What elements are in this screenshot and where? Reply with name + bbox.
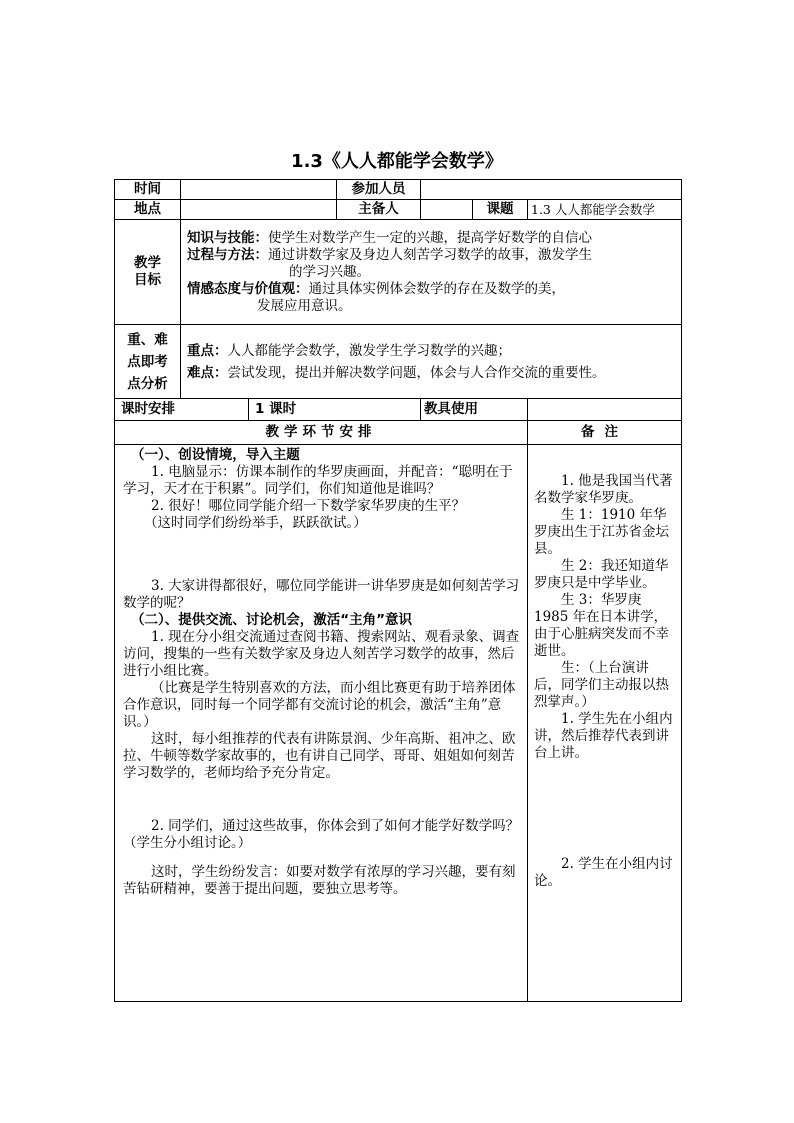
tools-label: 教具使用	[421, 399, 528, 421]
step2-title: （二）、提供交流、讨论机会，激活“主角”意识	[131, 612, 412, 628]
row-key-points	[115, 325, 682, 399]
notes-header: 备注	[528, 421, 682, 445]
hours-value: 1 课时	[249, 399, 421, 421]
place-label: 地点	[115, 200, 181, 220]
notes-content	[528, 445, 682, 1002]
key-points-label: 重、难 点即考 点分析	[115, 325, 181, 399]
step2-p1: 1. 现在分小组交流通过查阅书籍、搜索网站、观看录象、调查访问，搜集的一些有关数学家及身边人刻苦学习数学的故事，然后进行小组比赛。	[123, 629, 520, 679]
topic-value: 1.3 人人都能学会数学	[528, 200, 682, 220]
objective-knowledge: 知识与技能：使学生对数学产生一定的兴趣，提高学好数学的自信心	[187, 229, 592, 246]
step1-p2: 2. 很好！哪位同学能介绍一下数学家华罗庚的生平？	[151, 498, 466, 514]
objective-process: 过程与方法：通过讲数学家及身边人刻苦学习数学的故事，激发学生	[187, 246, 592, 263]
step2-p2b: 这时，学生纷纷发言：如要对数学有浓厚的学习兴趣，要有刻苦钻研精神，要善于提出问题，要独立思考等。	[123, 864, 516, 897]
row-place	[115, 200, 682, 220]
time-label: 时间	[115, 180, 181, 200]
step1-p1: 1. 电脑显示：仿课本制作的华罗庚画面，并配音：“聪明在于学习，天才在于积累”。同学们，你们知道他是谁吗？	[123, 464, 513, 497]
preparer-label: 主备人	[337, 200, 421, 220]
hours-label: 课时安排	[115, 399, 249, 421]
step2-p1c: 这时，每小组推荐的代表有讲陈景润、少年高斯、祖冲之、欧拉、牛顿等数学家故事的，也有讲自己同学、哥哥、姐姐如何刻苦学习数学的，老师均给予充分肯定。	[123, 731, 516, 781]
note-2: 生 1：1910 年华罗庚出生于江苏省金坛县。	[534, 507, 669, 557]
preparer-value	[421, 200, 473, 220]
note-5: 生：（上台演讲后，同学们主动报以热烈掌声。）	[534, 660, 669, 710]
page-title: 1.3《人人都能学会数学》	[291, 151, 503, 172]
note-3: 生 2：我还知道华罗庚只是中学毕业。	[534, 558, 669, 591]
step2-p1b: （比赛是学生特别喜欢的方法，而小组比赛更有助于培养团体合作意识，同时每一个同学都有交流讨论的机会，激活“主角”意识。）	[123, 680, 516, 730]
note-4: 生 3：华罗庚 1985 年在日本讲学，由于心脏病突发而不幸逝世。	[534, 592, 669, 659]
note-7: 2. 学生在小组内讨论。	[534, 856, 673, 889]
objective-emotion: 情感态度与价值观：通过具体实例体会数学的存在及数学的美，	[187, 280, 565, 297]
step1-p2b: （这时同学们纷纷举手，跃跃欲试。）	[144, 515, 367, 531]
row-time	[115, 180, 682, 200]
row-objectives	[115, 220, 682, 325]
tools-value	[528, 399, 682, 421]
step1-title: （一）、创设情境，导入主题	[131, 447, 300, 463]
objectives-label: 教学 目标	[115, 220, 181, 325]
step1-p3: 3. 大家讲得都很好，哪位同学能讲一讲华罗庚是如何刻苦学习数学的呢？	[123, 578, 520, 611]
place-value	[181, 200, 337, 220]
key-point: 重点：人人都能学会数学，激发学生学习数学的兴趣；	[187, 342, 511, 359]
note-1: 1. 他是我国当代著名数学家华罗庚。	[534, 473, 673, 506]
time-value	[181, 180, 337, 200]
key-points-content	[181, 325, 682, 399]
difficult-point: 难点：尝试发现，提出并解决数学问题，体会与人合作交流的重要性。	[187, 364, 606, 381]
topic-label: 课题	[473, 200, 528, 220]
lesson-plan-table	[114, 179, 682, 1002]
participants-value	[421, 180, 682, 200]
teaching-steps-header: 教学环节安排	[115, 421, 528, 445]
objectives-content: 知识与技能：使学生对数学产生一定的兴趣，提高学好数学的自信心 过程与方法：通过讲数学家及身边人刻苦学习数学的故事，激发学生 的学习兴趣。 情感态度与价值观：通过具体实例体会数学的存在及数学的美， 发展应用意识。	[181, 220, 682, 325]
teaching-steps-content	[115, 445, 528, 1002]
step2-p2: 2. 同学们，通过这些故事，你体会到了如何才能学好数学吗？（学生分小组讨论。）	[123, 818, 520, 851]
row-content	[115, 445, 682, 1002]
note-6: 1. 学生先在小组内讲，然后推荐代表到讲台上讲。	[534, 711, 673, 761]
row-schedule	[115, 399, 682, 421]
row-section-headers	[115, 421, 682, 445]
participants-label: 参加人员	[337, 180, 421, 200]
